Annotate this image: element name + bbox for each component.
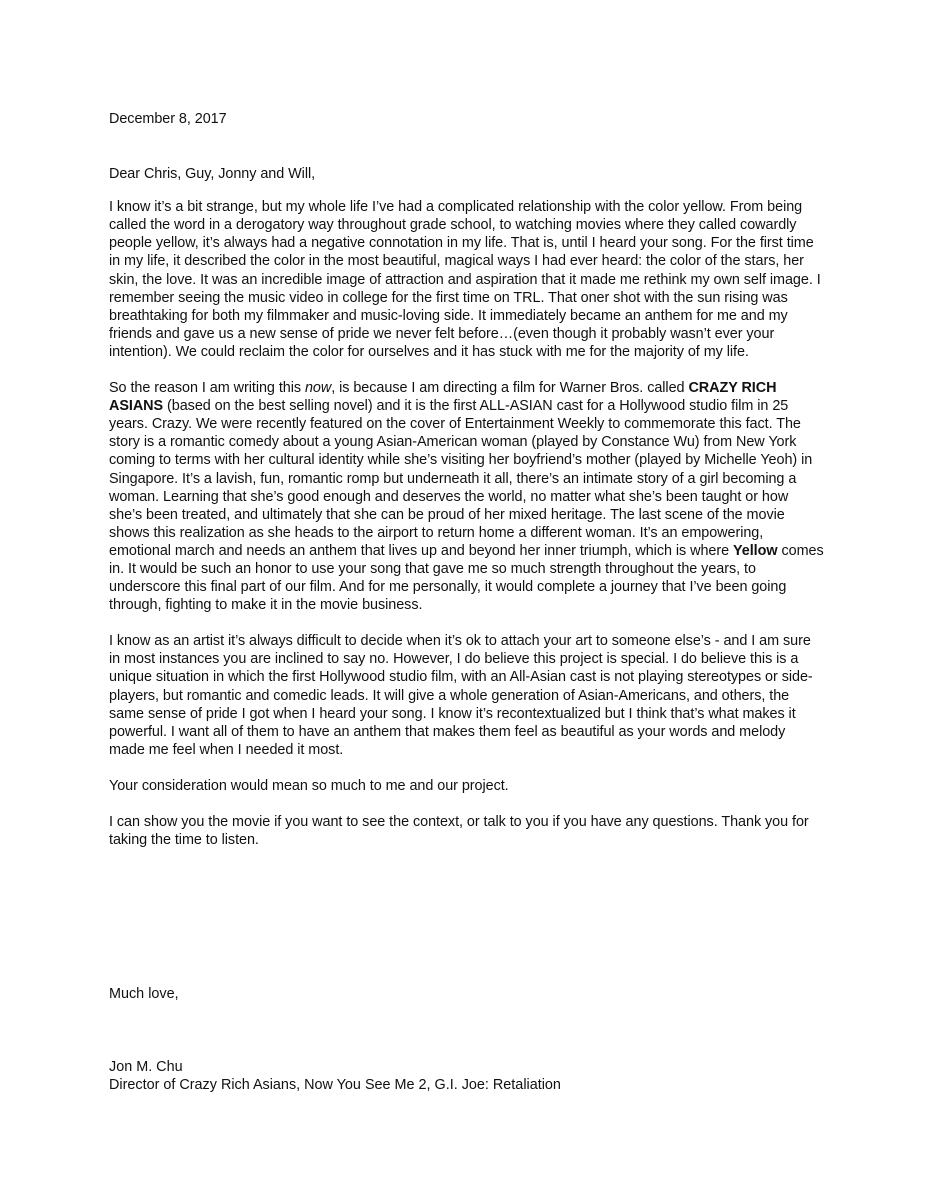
paragraph-2-text-b: , is because I am directing a film for Warner Bros. called bbox=[331, 380, 689, 397]
letter-body bbox=[109, 110, 825, 867]
letter-greeting: Dear Chris, Guy, Jonny and Will, bbox=[109, 166, 316, 183]
paragraph-2 bbox=[109, 379, 825, 614]
signature-title: Director of Crazy Rich Asians, Now You See Me 2, G.I. Joe: Retaliation bbox=[109, 1077, 561, 1093]
paragraph-3: I know as an artist it’s always difficult to decide when it’s ok to attach your art to someone else’s - and I am sure in most instances you are inclined to say no. However, I do believe this project is special. I do believe this is a unique situation in which the first Hollywood studio film, with an All-Asian cast is not playing stereotypes or side-players, but romantic and comedic leads. It will give a whole generation of Asian-Americans, and others, the same sense of pride I got when I heard your song. I know it’s recontextualized but I think that’s what makes it powerful. I want all of them to have an anthem that makes them feel as beautiful as your words and melody made me feel when I needed it most. bbox=[109, 633, 813, 758]
signature-block bbox=[109, 1058, 561, 1094]
film-title: CRAZY RICH ASIANS bbox=[109, 380, 777, 415]
paragraph-2-text-a: So the reason I am writing this bbox=[109, 380, 305, 397]
paragraph-5: I can show you the movie if you want to see the context, or talk to you if you have any questions. Thank you for taking the time to listen. bbox=[109, 814, 809, 849]
signature-name: Jon M. Chu bbox=[109, 1059, 183, 1075]
emphasis-now: now bbox=[304, 380, 332, 397]
paragraph-4: Your consideration would mean so much to me and our project. bbox=[109, 777, 509, 794]
paragraph-2-text-d: comes in. It would be such an honor to use your song that gave me so much strength throughout the years, to underscore this final part of our film. And for me personally, it would complete a journey that I’ve been going through, fighting to make it in the movie business. bbox=[109, 542, 824, 614]
letter-closing: Much love, bbox=[109, 986, 179, 1002]
song-title: Yellow bbox=[733, 542, 778, 559]
paragraph-2-text-c: (based on the best selling novel) and it is the first ALL-ASIAN cast for a Hollywood studio film in 25 years. Crazy. We were recently featured on the cover of Entertainment Weekly to commemorate this fact. The story is a romantic comedy about a young Asian-American woman (played by Constance Wu) from New York coming to terms with her cultural identity while she’s visiting her boyfriend’s mother (played by Michelle Yeoh) in Singapore. It’s a lavish, fun, romantic romp but underneath it all, there’s an intimate story of a girl becoming a woman. Learning that she’s good enough and deserves the world, no matter what she’s been taught or how she’s been treated, and ultimately that she can be proud of her mixed heritage. The last scene of the movie shows this realization as she heads to the airport to return home a different woman. It’s an empowering, emotional march and needs an anthem that lives up and beyond her inner triumph, which is where bbox=[109, 398, 813, 559]
paragraph-1: I know it’s a bit strange, but my whole life I’ve had a complicated relationship with the color yellow. From being called the word in a derogatory way throughout grade school, to watching movies where they called cowardly people yellow, it’s always had a negative connotation in my life. That is, until I heard your song. For the first time in my life, it described the color in the most beautiful, magical ways I had ever heard: the color of the stars, her skin, the love. It was an incredible image of attraction and aspiration that it made me rethink my own self image. I remember seeing the music video in college for the first time on TRL. That oner shot with the sun rising was breathtaking for both my filmmaker and music-loving side. It immediately became an anthem for me and my friends and gave us a new sense of pride we never felt before…(even though it probably wasn’t ever your intention). We could reclaim the color for ourselves and it has stuck with me for the majority of my life. bbox=[109, 199, 821, 360]
letter-date: December 8, 2017 bbox=[109, 111, 227, 127]
